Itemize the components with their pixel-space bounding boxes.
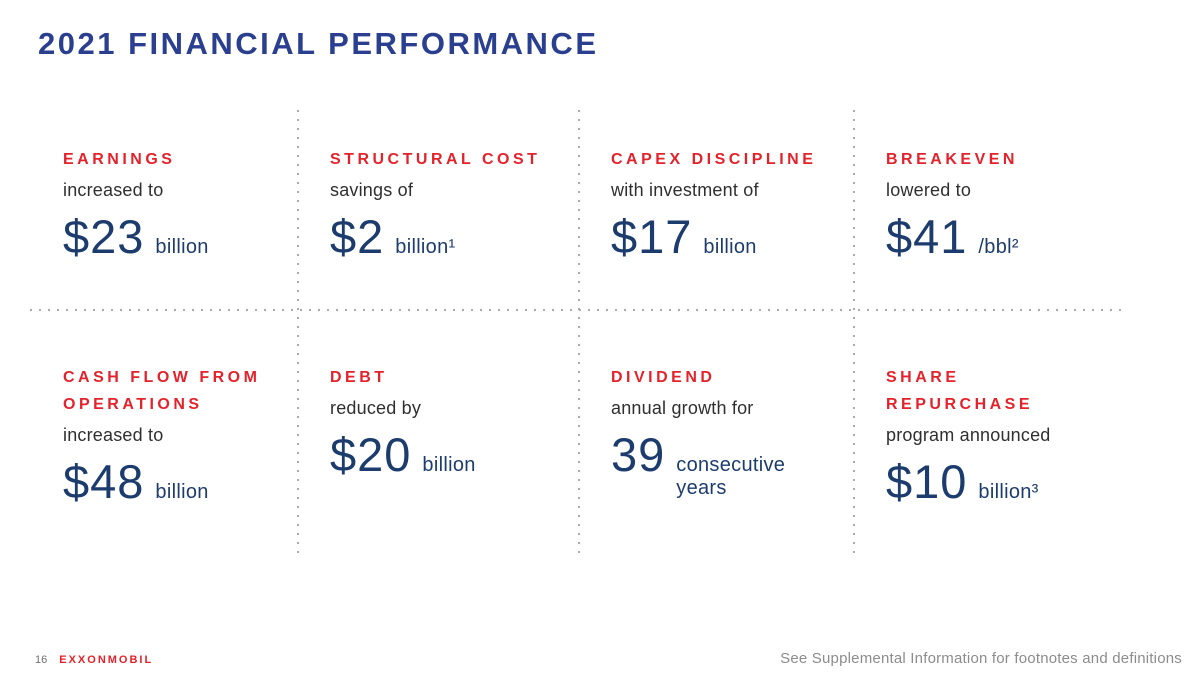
metric-unit: billion³ — [978, 481, 1039, 504]
metric-unit: billion — [422, 454, 476, 477]
horizontal-dotted-divider — [30, 309, 1123, 311]
metric-descriptor: increased to — [63, 425, 164, 446]
metric-cell-capex-discipline — [578, 110, 853, 310]
metric-unit: /bbl² — [978, 236, 1019, 259]
metric-label: DEBT — [330, 369, 388, 386]
metric-cell-cash-flow — [30, 310, 297, 560]
metric-unit: billion — [155, 236, 209, 259]
metric-descriptor: savings of — [330, 180, 414, 201]
metric-value-row — [63, 455, 279, 509]
metric-cell-debt — [297, 310, 578, 560]
metric-value-row — [886, 455, 1105, 509]
metric-value: $48 — [63, 455, 145, 509]
metric-unit: billion — [703, 236, 757, 259]
metric-descriptor: program announced — [886, 425, 1051, 446]
metric-label: DIVIDEND — [611, 369, 716, 386]
metric-value: $17 — [611, 210, 693, 264]
metric-label: EARNINGS — [63, 151, 176, 168]
metric-value: $41 — [886, 210, 968, 264]
metric-unit: billion¹ — [395, 236, 456, 259]
metric-descriptor: lowered to — [886, 180, 972, 201]
metric-cell-breakeven — [853, 110, 1123, 310]
metric-value: $23 — [63, 210, 145, 264]
metrics-grid — [30, 110, 1123, 560]
metric-cell-dividend — [578, 310, 853, 560]
metric-descriptor: with investment of — [611, 180, 759, 201]
metric-value: $20 — [330, 428, 412, 482]
metric-value: $2 — [330, 210, 385, 264]
metric-value-row — [330, 428, 560, 482]
metric-value: 39 — [611, 428, 666, 482]
vertical-dotted-divider — [578, 110, 580, 560]
footnote-reference-text: See Supplemental Information for footnotes and definitions — [780, 650, 1182, 667]
metric-label: CASH FLOW FROM OPERATIONS — [63, 369, 261, 414]
metric-value: $10 — [886, 455, 968, 509]
metric-label: BREAKEVEN — [886, 151, 1018, 168]
metric-label: SHARE REPURCHASE — [886, 369, 1034, 414]
metric-cell-earnings — [30, 110, 297, 310]
metric-value-row — [63, 210, 279, 264]
exxonmobil-logo-text: EXXONMOBIL — [59, 654, 154, 666]
footer — [0, 650, 1200, 667]
vertical-dotted-divider — [297, 110, 299, 560]
metric-value-row — [330, 210, 560, 264]
metric-cell-share-repurchase — [853, 310, 1123, 560]
metric-value-row — [886, 210, 1105, 264]
metric-value-row — [611, 210, 835, 264]
page-title: 2021 FINANCIAL PERFORMANCE — [38, 26, 599, 61]
metric-label: CAPEX DISCIPLINE — [611, 151, 817, 168]
metric-unit: billion — [155, 481, 209, 504]
metric-unit: consecutive years — [676, 454, 786, 500]
metric-descriptor: increased to — [63, 180, 164, 201]
metric-descriptor: annual growth for — [611, 398, 754, 419]
page-number: 16 — [35, 654, 48, 666]
metric-descriptor: reduced by — [330, 398, 422, 419]
metric-value-row — [611, 428, 835, 500]
vertical-dotted-divider — [853, 110, 855, 560]
metric-cell-structural-cost — [297, 110, 578, 310]
metric-label: STRUCTURAL COST — [330, 151, 541, 168]
